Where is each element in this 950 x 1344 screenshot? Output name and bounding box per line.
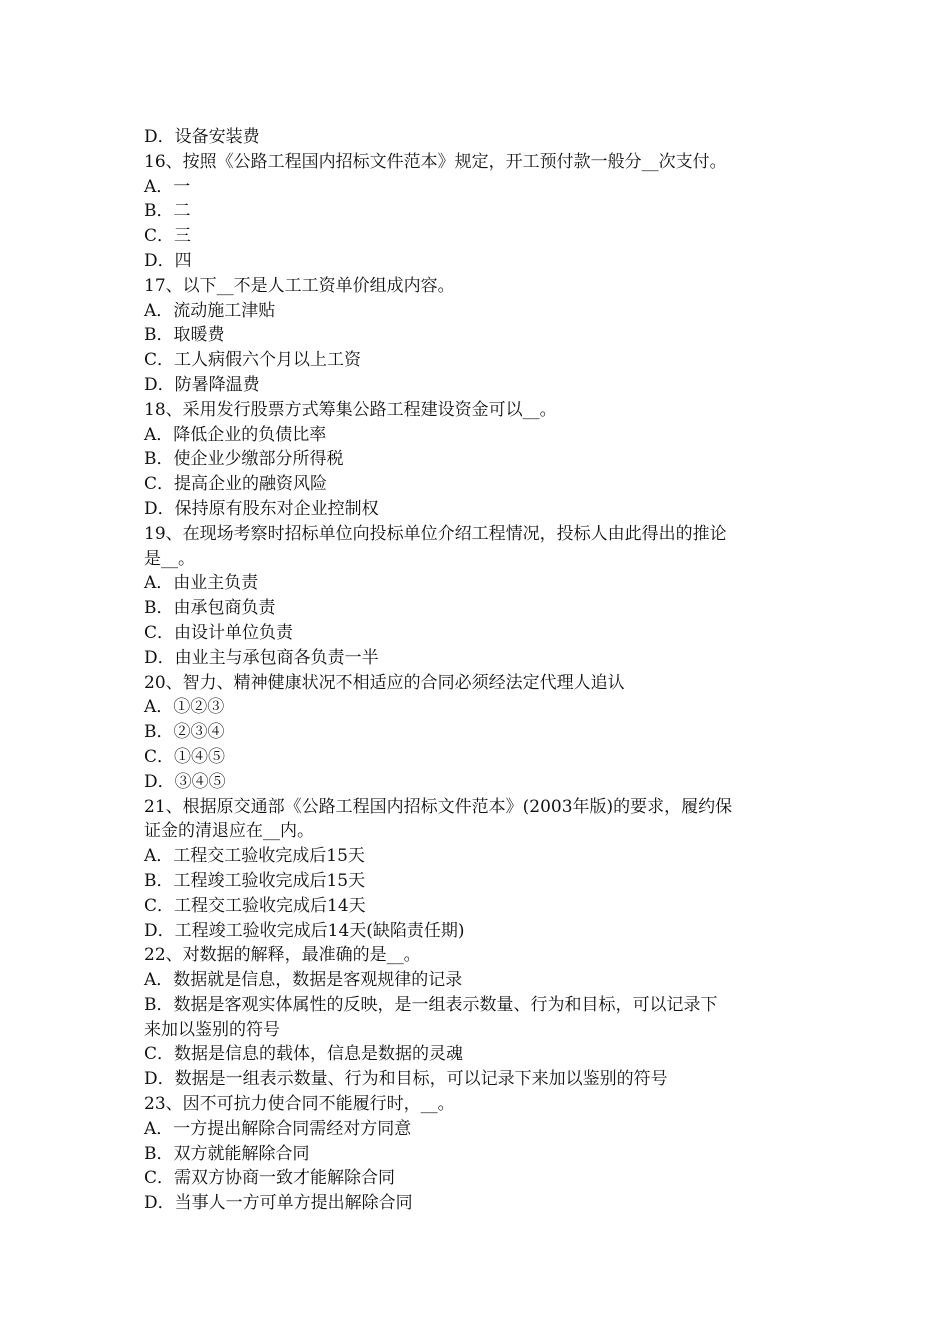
- option-line: C．需双方协商一致才能解除合同: [144, 1168, 396, 1189]
- option-line: C．由设计单位负责: [144, 622, 294, 643]
- question-line: 20、智力、精神健康状况不相适应的合同必须经法定代理人追认: [144, 672, 625, 693]
- document-page: [144, 125, 810, 1216]
- option-line: B．由承包商负责: [144, 598, 276, 619]
- option-line: D．保持原有股东对企业控制权: [144, 498, 379, 519]
- option-line: C．①④⑤: [144, 746, 226, 767]
- option-line: D．由业主与承包商各负责一半: [144, 647, 379, 668]
- question-line: 23、因不可抗力使合同不能履行时，__。: [144, 1094, 455, 1115]
- option-line: D．工程竣工验收完成后14天(缺陷责任期): [144, 920, 465, 941]
- option-line: A．一: [144, 176, 191, 197]
- question-line: 证金的清退应在__内。: [144, 821, 314, 842]
- option-line: D．四: [144, 250, 192, 271]
- option-line: A．①②③: [144, 697, 225, 718]
- option-line: B．使企业少缴部分所得税: [144, 449, 344, 470]
- question-line: 17、以下__不是人工工资单价组成内容。: [144, 275, 455, 296]
- option-line: C．数据是信息的载体，信息是数据的灵魂: [144, 1044, 464, 1065]
- question-line: 18、采用发行股票方式筹集公路工程建设资金可以__。: [144, 399, 557, 420]
- option-line: A．工程交工验收完成后15天: [144, 846, 365, 867]
- option-line: B．双方就能解除合同: [144, 1143, 310, 1164]
- option-line: C．工程交工验收完成后14天: [144, 895, 366, 916]
- option-line: D．设备安装费: [144, 127, 260, 147]
- option-line: 来加以鉴别的符号: [144, 1019, 280, 1040]
- option-line: A．降低企业的负债比率: [144, 424, 327, 445]
- option-line: C．提高企业的融资风险: [144, 474, 328, 495]
- option-line: D．当事人一方可单方提出解除合同: [144, 1193, 413, 1214]
- option-line: B．工程竣工验收完成后15天: [144, 870, 366, 891]
- option-line: D．③④⑤: [144, 771, 226, 792]
- option-line: B．数据是客观实体属性的反映，是一组表示数量、行为和目标，可以记录下: [144, 994, 718, 1015]
- question-line: 21、根据原交通部《公路工程国内招标文件范本》(2003年版)的要求，履约保: [144, 796, 733, 817]
- question-line: 16、按照《公路工程国内招标文件范本》规定，开工预付款一般分__次支付。: [144, 151, 727, 172]
- option-line: B．②③④: [144, 722, 225, 743]
- option-line: B．二: [144, 201, 191, 222]
- option-line: C．工人病假六个月以上工资: [144, 350, 362, 371]
- option-line: B．取暖费: [144, 325, 225, 346]
- option-line: A．由业主负责: [144, 573, 259, 594]
- question-line: 22、对数据的解释，最准确的是__。: [144, 945, 421, 966]
- option-line: C．三: [144, 226, 192, 247]
- option-line: D．数据是一组表示数量、行为和目标，可以记录下来加以鉴别的符号: [144, 1069, 668, 1090]
- option-line: A．一方提出解除合同需经对方同意: [144, 1118, 412, 1139]
- option-line: A．数据就是信息，数据是客观规律的记录: [144, 970, 463, 991]
- question-line: 是__。: [144, 548, 195, 569]
- option-line: A．流动施工津贴: [144, 300, 276, 321]
- question-line: 19、在现场考察时招标单位向投标单位介绍工程情况，投标人由此得出的推论: [144, 523, 727, 544]
- option-line: D．防暑降温费: [144, 374, 260, 395]
